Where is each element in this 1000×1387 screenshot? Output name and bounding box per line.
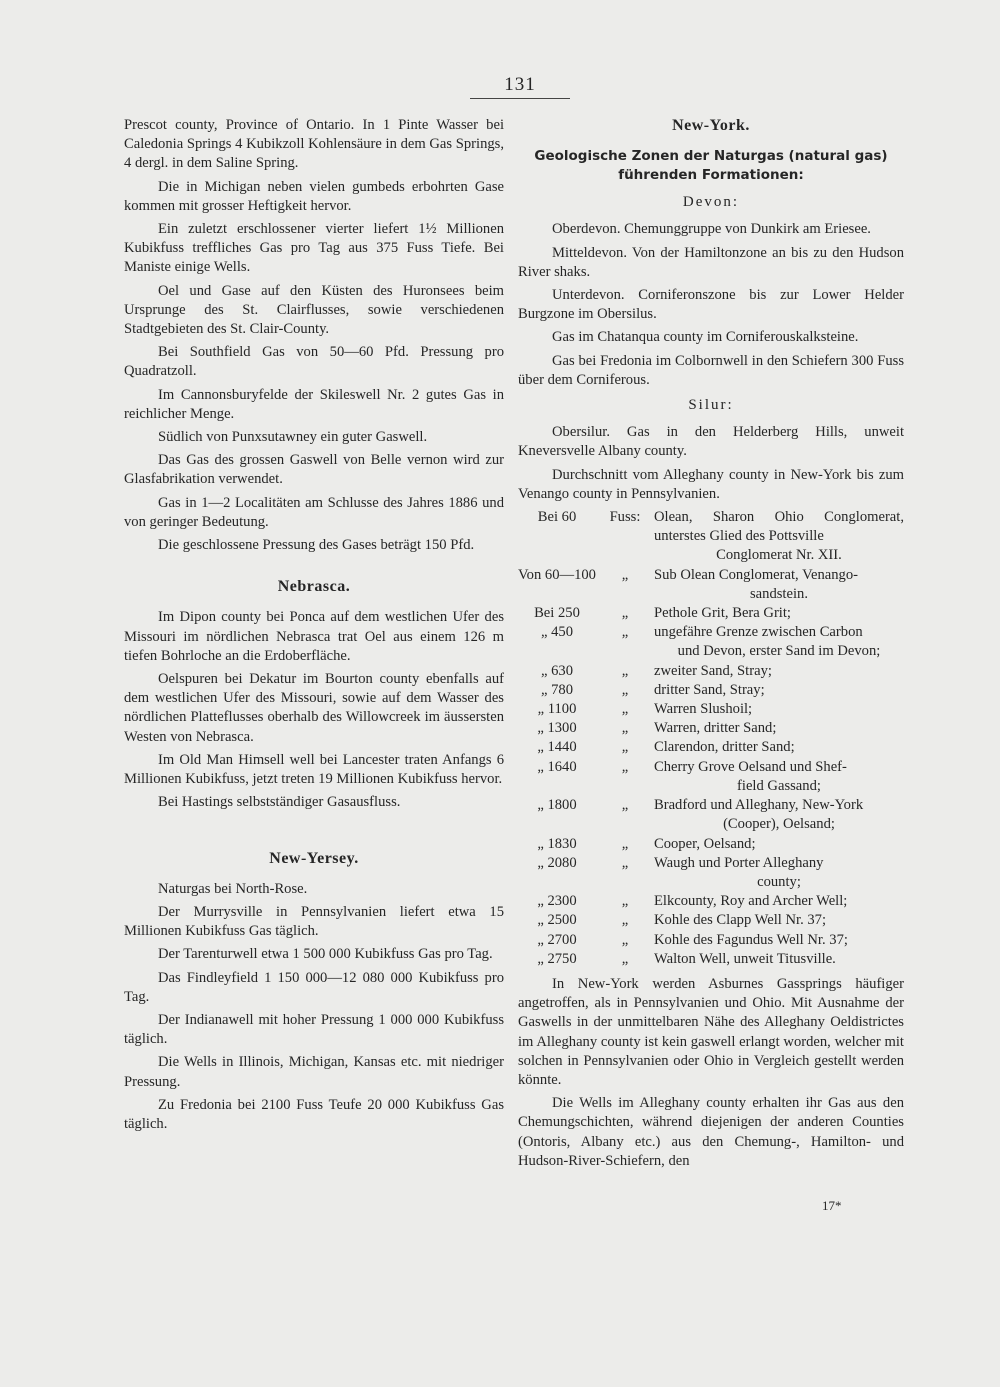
depth-description: [654, 911, 904, 930]
paragraph: Mitteldevon. Von der Hamiltonzone an bis zu den Hudson River shaks.: [518, 244, 904, 280]
depth-description-line: dritter Sand, Stray;: [653, 681, 765, 698]
paragraph: Gas im Chatanqua county im Corniferouskalksteine.: [552, 329, 859, 346]
paragraph: Das Findleyfield 1 150 000—12 080 000 Kubikfuss pro Tag.: [124, 969, 504, 1005]
depth-description: [654, 854, 904, 892]
paragraph: Bei Hastings selbstständiger Gasausfluss.: [158, 794, 401, 811]
depth-description-line: Bradford und Alleghany, New-York: [653, 797, 864, 814]
depth-description-continuation: county;: [757, 873, 801, 890]
depth-value: „ 1440: [537, 739, 577, 756]
depth-row: [518, 931, 904, 950]
depth-unit: „: [621, 854, 629, 871]
paragraph: Oberdevon. Chemunggruppe von Dunkirk am Eriesee.: [552, 221, 871, 238]
depth-unit: „: [621, 950, 629, 967]
depth-unit: Fuss:: [609, 509, 641, 526]
depth-unit: „: [621, 701, 629, 718]
depth-description-line: Elkcounty, Roy and Archer Well;: [653, 893, 848, 910]
paragraph: Prescot county, Province of Ontario. In 1 Pinte Wasser bei Caledonia Springs 4 Kubikzoll Kohlensäure in dem Gas Springs, 4 dergl. in dem Saline Spring.: [124, 117, 504, 172]
depth-description-line: Waugh und Porter Alleghany: [653, 854, 824, 871]
depth-description: [654, 719, 904, 738]
depth-row: [518, 758, 904, 796]
paragraph: Im Dipon county bei Ponca auf dem westlichen Ufer des Missouri im nördlichen Nebrasca trat Oel aus einem 126 m tiefen Bohrloche an die Erdoberfläche.: [124, 609, 504, 664]
paragraph: In New-York werden Asburnes Gassprings häufiger angetroffen, als in Pennsylvanien und Ohio. Mit Ausnahme der Gaswells in der unmittelbaren Nähe des Alleghany Oeldistrictes im Alleghany county ist kein gaswell erlangt worden, welcher mit solchen in Pennsylvanien oder Ohio in Vergleich gestellt werden könnte.: [518, 975, 904, 1088]
depth-description-line: zweiter Sand, Stray;: [653, 662, 772, 679]
depth-unit: „: [621, 605, 629, 622]
paragraph: Die Wells im Alleghany county erhalten ihr Gas aus den Chemungschichten, während diejenigen der anderen Counties (Ontoris, Albany etc.) aus den Chemung-, Hamilton- und Hudson-River-Schiefern, den: [518, 1095, 904, 1169]
signature-mark: 17*: [822, 1198, 842, 1213]
depth-description-line: Kohle des Fagundus Well Nr. 37;: [653, 931, 848, 948]
paragraph: Südlich von Punxsutawney ein guter Gaswell.: [158, 429, 428, 446]
paragraph: Gas bei Fredonia im Colbornwell in den Schiefern 300 Fuss über dem Corniferous.: [518, 352, 904, 388]
depth-row: [518, 566, 904, 604]
depth-description-line: Kohle des Clapp Well Nr. 37;: [653, 912, 827, 929]
depth-unit: „: [621, 835, 629, 852]
right-column: [518, 116, 904, 1175]
depth-unit: „: [621, 624, 629, 641]
depth-description: [654, 681, 904, 700]
section-heading-nebrasca: Nebrasca.: [277, 578, 351, 596]
depth-description-line: Warren, dritter Sand;: [653, 720, 777, 737]
paragraph: Obersilur. Gas in den Helderberg Hills, unweit Kneversvelle Albany county.: [518, 424, 904, 460]
paragraph: Der Indianawell mit hoher Pressung 1 000 000 Kubikfuss täglich.: [124, 1011, 504, 1048]
depth-description-line: Warren Slushoil;: [653, 701, 753, 718]
depth-unit: „: [621, 739, 629, 756]
depth-description-continuation: (Cooper), Oelsand;: [723, 816, 835, 833]
depth-row: [518, 835, 904, 854]
depth-row: [518, 738, 904, 757]
depth-description-continuation: Conglomerat Nr. XII.: [716, 547, 842, 564]
depth-description-line: Pethole Grit, Bera Grit;: [653, 605, 791, 622]
paragraph: Unterdevon. Corniferonszone bis zur Lower Helder Burgzone im Obersilus.: [518, 287, 904, 323]
paragraph: Im Old Man Himsell well bei Lancester traten Anfangs 6 Millionen Kubikfuss, jetzt treten 19 Millionen Kubikfuss hervor.: [124, 751, 504, 788]
depth-row: [518, 950, 904, 969]
depth-description: [654, 738, 904, 757]
paragraph: Der Tarenturwell etwa 1 500 000 Kubikfuss Gas pro Tag.: [158, 946, 493, 963]
section-heading-new-york: New-York.: [672, 117, 750, 134]
depth-description-line: Sub Olean Conglomerat, Venango-: [653, 566, 858, 583]
depth-description: [654, 662, 904, 681]
paragraph: Das Gas des grossen Gaswell von Belle vernon wird zur Glasfabrikation verwendet.: [124, 452, 504, 488]
depth-description: [654, 892, 904, 911]
depth-value: „ 2500: [537, 912, 577, 929]
depth-description-continuation: sandstein.: [750, 585, 808, 602]
depth-row: [518, 700, 904, 719]
depth-value: „ 2080: [537, 854, 577, 871]
depth-value: Bei 60: [537, 509, 577, 526]
paragraph: Im Cannonsburyfelde der Skileswell Nr. 2 gutes Gas in reichlicher Menge.: [124, 386, 504, 422]
depth-row: [518, 604, 904, 623]
depth-description: [654, 835, 904, 854]
depth-description-line: Cooper, Oelsand;: [653, 835, 756, 852]
depth-description: [654, 623, 904, 661]
depth-row: [518, 796, 904, 834]
paragraph: Zu Fredonia bei 2100 Fuss Teufe 20 000 Kubikfuss Gas täglich.: [124, 1096, 504, 1132]
depth-unit: „: [621, 912, 629, 929]
depth-unit: „: [621, 797, 629, 814]
depth-description: [654, 508, 904, 566]
paragraph: Der Murrysville in Pennsylvanien liefert etwa 15 Millionen Kubikfuss Gas täglich.: [124, 903, 504, 940]
depth-row: [518, 854, 904, 892]
depth-description-line: Walton Well, unweit Titusville.: [653, 950, 836, 967]
depth-description: [654, 931, 904, 950]
depth-unit: „: [621, 662, 629, 679]
paragraph: Oelspuren bei Dekatur im Bourton county ebenfalls auf dem westlichen Ufer des Missouri, sowie auf dem Wasser des nördlichen Platteflusses oberhalb des Willowcreek im äussersten Westen von Nebrasca.: [124, 671, 504, 745]
depth-unit: „: [621, 566, 629, 583]
depth-description-line: Clarendon, dritter Sand;: [653, 739, 795, 756]
depth-value: Von 60—100: [518, 566, 596, 583]
depth-description: [654, 566, 904, 604]
depth-value: „ 2300: [537, 893, 577, 910]
paragraph: Naturgas bei North-Rose.: [158, 880, 308, 897]
depth-unit: „: [621, 681, 629, 698]
depth-description: [654, 950, 904, 969]
depth-value: „ 450: [540, 624, 573, 641]
depth-value: „ 1100: [537, 701, 577, 718]
paragraph: Die geschlossene Pressung des Gases beträgt 150 Pfd.: [158, 537, 475, 554]
depth-description-line: ungefähre Grenze zwischen Carbon: [653, 624, 863, 641]
depth-value: „ 780: [540, 681, 573, 698]
depth-table: [518, 508, 904, 969]
depth-description-continuation: field Gassand;: [737, 777, 821, 794]
paragraph: Bei Southfield Gas von 50—60 Pfd. Pressung pro Quadratzoll.: [124, 344, 504, 380]
depth-description: [654, 604, 904, 623]
depth-row: [518, 911, 904, 930]
paragraph: Ein zuletzt erschlossener vierter liefert 1½ Millionen Kubikfuss treffliches Gas pro Tag aus 375 Fuss Tiefe. Bei Maniste einige Wells.: [124, 221, 504, 276]
depth-row: [518, 892, 904, 911]
depth-value: „ 1800: [537, 797, 577, 814]
depth-value: „ 1830: [537, 835, 577, 852]
depth-value: „ 1300: [537, 720, 577, 737]
depth-unit: „: [621, 720, 629, 737]
depth-description: [654, 758, 904, 796]
depth-unit: „: [621, 758, 629, 775]
paragraph: Die in Michigan neben vielen gumbeds erbohrten Gase kommen mit grosser Heftigkeit hervor.: [124, 178, 504, 214]
depth-value: „ 2750: [537, 950, 577, 967]
paragraph: Gas in 1—2 Localitäten am Schlusse des Jahres 1886 und von geringer Bedeutung.: [124, 494, 504, 530]
left-column: [124, 116, 504, 1138]
depth-row: [518, 508, 904, 566]
depth-description: [654, 700, 904, 719]
page-number-rule: [470, 98, 570, 99]
section-heading-new-yersey: New-Yersey.: [269, 849, 359, 867]
depth-row: [518, 681, 904, 700]
depth-description-line: Olean, Sharon Ohio Conglomerat, unterstes Glied des Pottsville: [653, 509, 904, 545]
section-subheading: Geologische Zonen der Naturgas (natural gas) führenden Formationen:: [534, 148, 888, 184]
depth-description-continuation: und Devon, erster Sand im Devon;: [677, 643, 881, 660]
depth-value: „ 2700: [537, 931, 577, 948]
depth-value: „ 1640: [537, 758, 577, 775]
paragraph: Durchschnitt vom Alleghany county in New-York bis zum Venango county in Pennsylvanien.: [518, 466, 904, 502]
silur-label: Silur:: [688, 397, 734, 414]
depth-row: [518, 662, 904, 681]
paragraph: Die Wells in Illinois, Michigan, Kansas etc. mit niedriger Pressung.: [124, 1054, 504, 1090]
depth-row: [518, 623, 904, 661]
depth-row: [518, 719, 904, 738]
devon-label: Devon:: [682, 194, 740, 211]
depth-unit: „: [621, 893, 629, 910]
depth-value: Bei 250: [534, 605, 580, 622]
depth-description-line: Cherry Grove Oelsand und Shef-: [653, 758, 847, 775]
depth-value: „ 630: [540, 662, 573, 679]
paragraph: Oel und Gase auf den Küsten des Huronsees beim Ursprunge des St. Clairflusses, sowie verschiedenen Stadtgebieten des St. Clair-County.: [124, 282, 504, 338]
depth-unit: „: [621, 931, 629, 948]
page-number: 131: [504, 74, 536, 95]
depth-description: [654, 796, 904, 834]
